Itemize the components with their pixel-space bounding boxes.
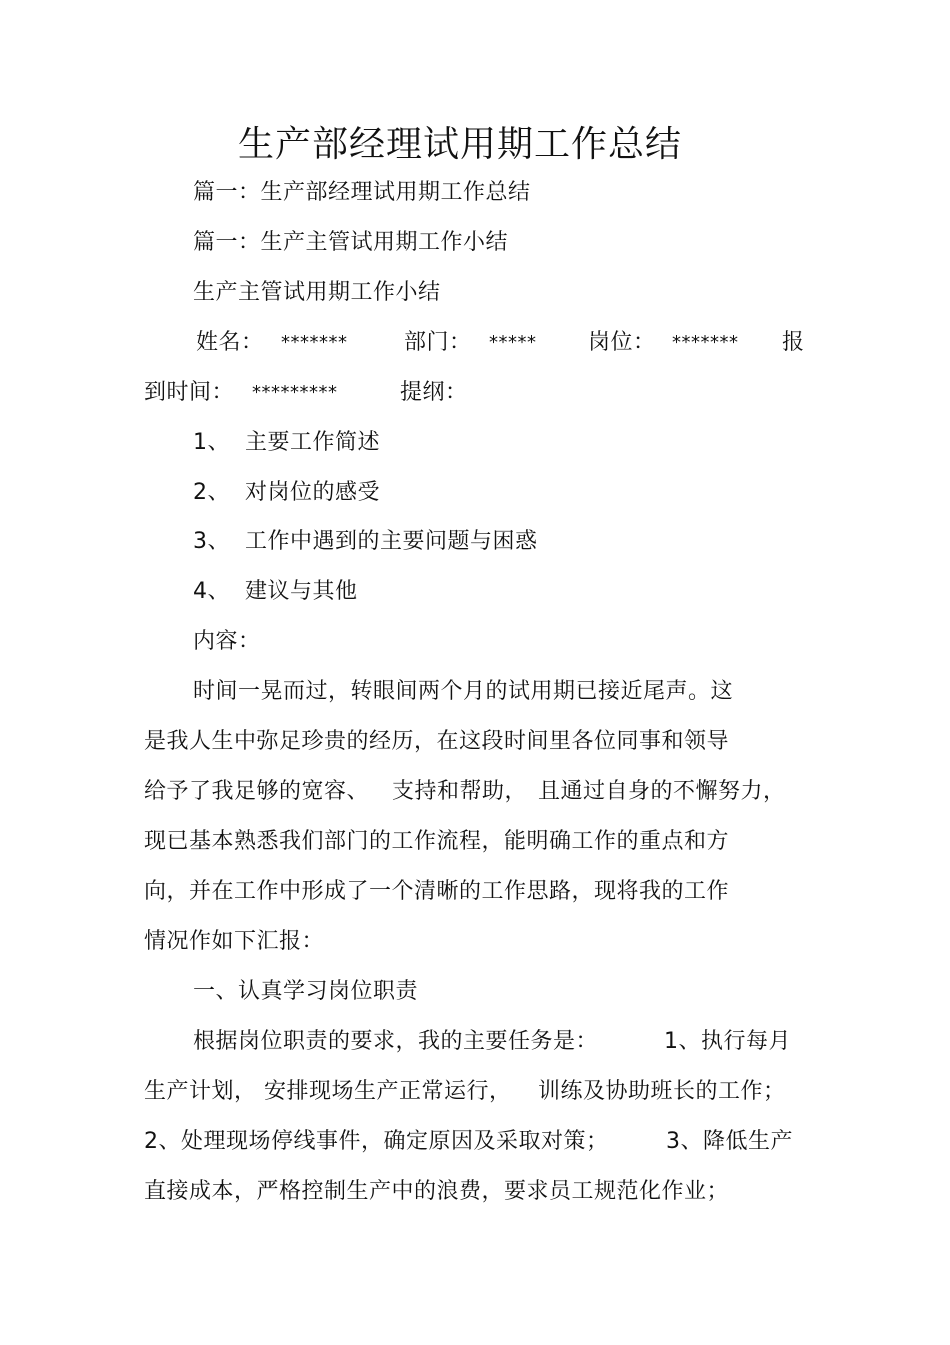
outline-number: 4、 — [193, 579, 230, 604]
content-label: 内容： — [193, 629, 261, 654]
document-title: 生产部经理试用期工作总结 — [237, 124, 682, 165]
paragraph-line: 且通过自身的不懈努力， — [538, 779, 786, 804]
name-value: ******* — [281, 332, 348, 353]
paragraph-line: 情况作如下汇报： — [144, 929, 325, 954]
section-heading: 一、认真学习岗位职责 — [193, 979, 419, 1004]
outline-number: 2、 — [193, 480, 230, 505]
outline-item: 主要工作简述 — [245, 430, 381, 455]
paragraph-line: 3、降低生产 — [666, 1129, 793, 1154]
paragraph-line: 生产计划， — [144, 1079, 257, 1104]
paragraph-line: 根据岗位职责的要求，我的主要任务是： — [193, 1029, 599, 1054]
report-char: 报 — [782, 330, 805, 355]
outline-item: 建议与其他 — [245, 579, 358, 604]
outline-label: 提纲： — [400, 380, 468, 405]
outline-item: 工作中遇到的主要问题与困惑 — [245, 529, 538, 554]
paragraph-line: 向，并在工作中形成了一个清晰的工作思路，现将我的工作 — [144, 879, 730, 904]
report-value: ********* — [252, 382, 338, 403]
post-label: 岗位： — [588, 330, 656, 355]
paragraph-line: 给予了我足够的宽容、 — [144, 779, 370, 804]
paragraph-line: 支持和帮助， — [392, 779, 528, 804]
dept-value: ***** — [489, 332, 537, 353]
heading-part1-sub: 篇一：生产主管试用期工作小结 — [193, 230, 509, 255]
name-label: 姓名： — [196, 330, 264, 355]
paragraph-line: 训练及协助班长的工作； — [538, 1079, 786, 1104]
post-value: ******* — [672, 332, 739, 353]
paragraph-line: 直接成本，严格控制生产中的浪费，要求员工规范化作业； — [144, 1179, 730, 1204]
subtitle: 生产主管试用期工作小结 — [193, 280, 441, 305]
dept-label: 部门： — [404, 330, 472, 355]
paragraph-line: 是我人生中弥足珍贵的经历，在这段时间里各位同事和领导 — [144, 729, 730, 754]
paragraph-line: 现已基本熟悉我们部门的工作流程，能明确工作的重点和方 — [144, 829, 730, 854]
outline-number: 3、 — [193, 529, 230, 554]
paragraph-line: 安排现场生产正常运行， — [264, 1079, 512, 1104]
paragraph-line: 时间一晃而过，转眼间两个月的试用期已接近尾声。这 — [193, 679, 734, 704]
outline-item: 对岗位的感受 — [245, 480, 381, 505]
outline-number: 1、 — [193, 430, 230, 455]
paragraph-line: 1、执行每月 — [664, 1029, 791, 1054]
paragraph-line: 2、处理现场停线事件，确定原因及采取对策； — [144, 1129, 609, 1154]
heading-part1-main: 篇一：生产部经理试用期工作总结 — [193, 180, 531, 205]
report-label: 到时间： — [144, 380, 235, 405]
